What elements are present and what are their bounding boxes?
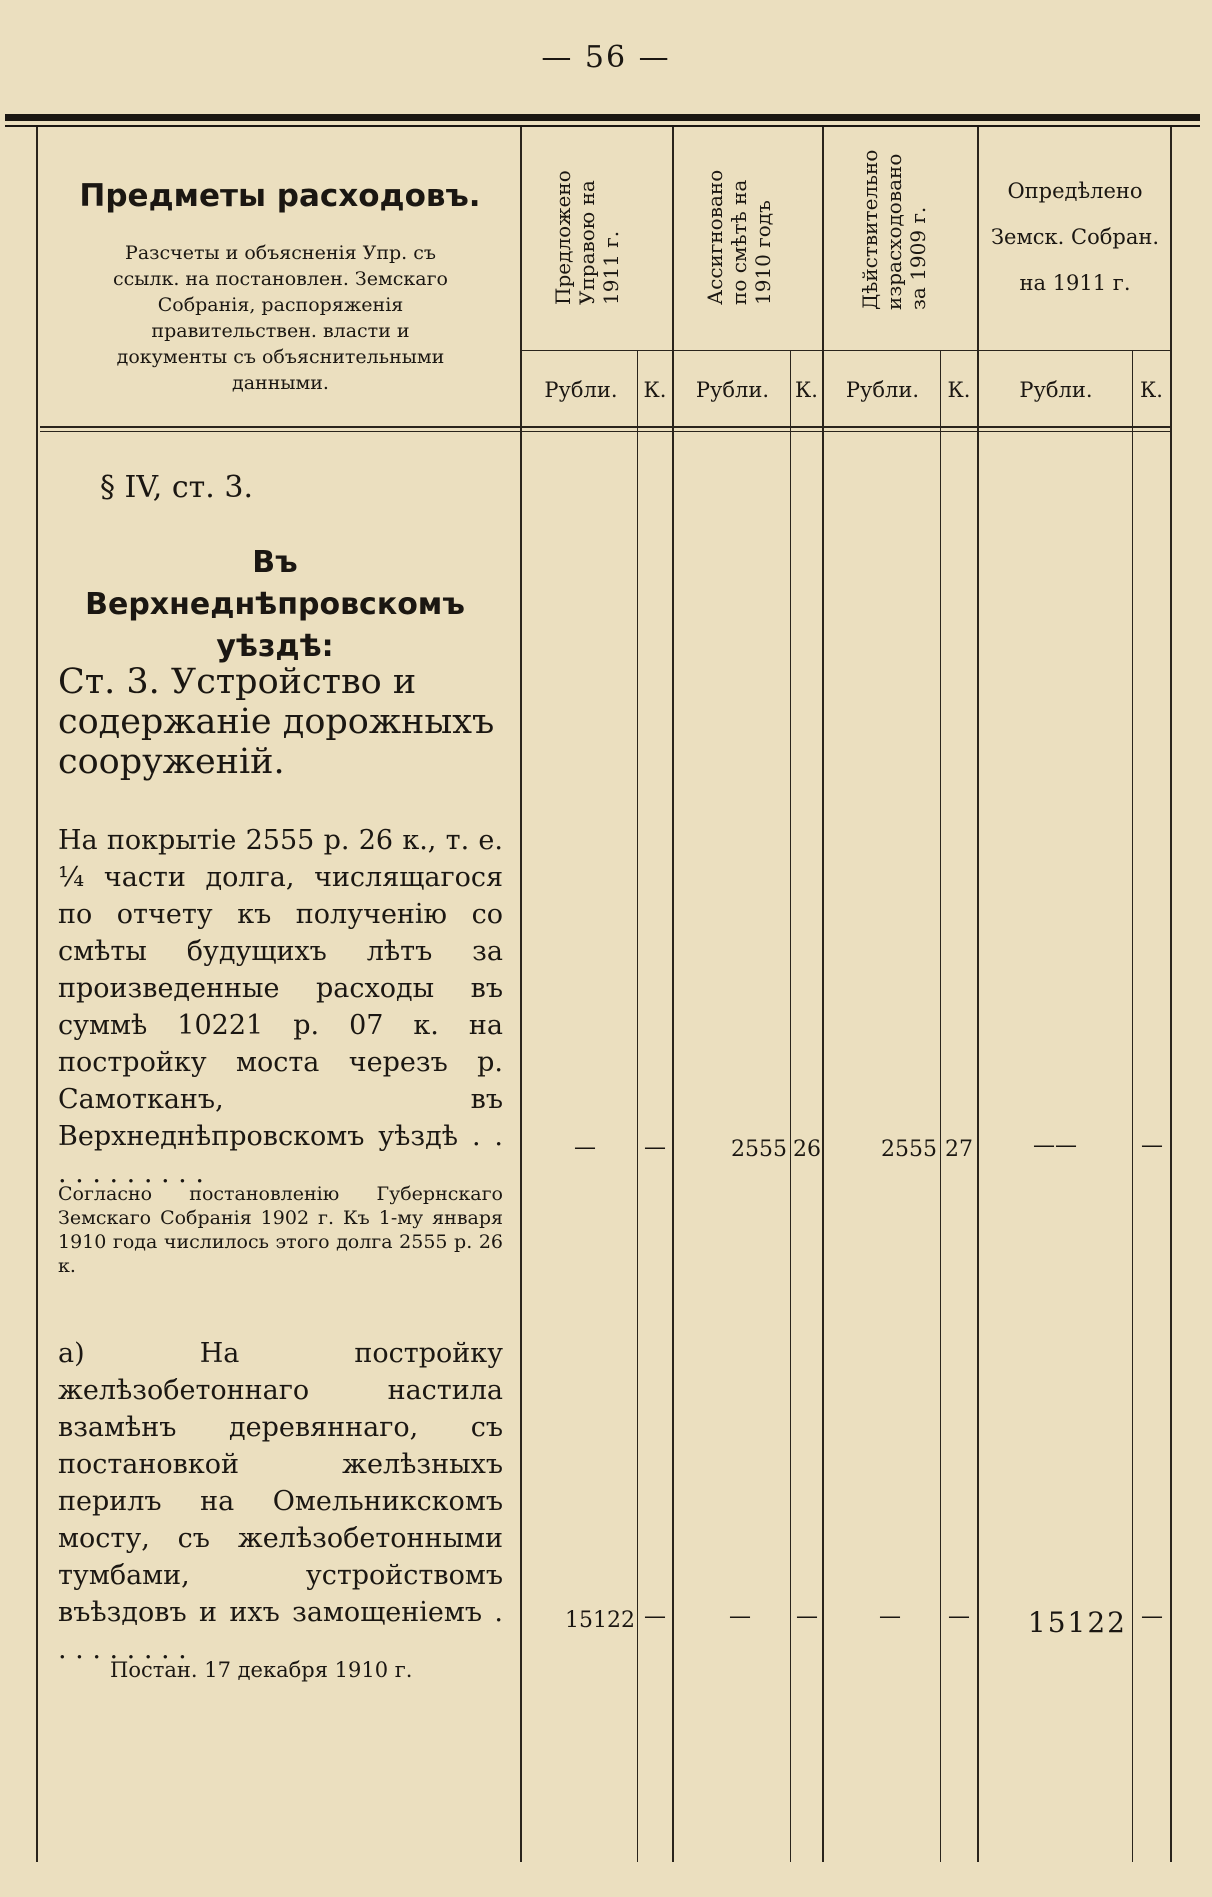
locality-heading: Въ Верхнеднѣпровскомъ уѣздѣ: — [85, 545, 465, 664]
item2-text: а) На постройку желѣзобетоннаго настила взамѣнъ деревяннаго, съ постановкой желѣзныхъ перилъ на Омельникскомъ мосту, съ желѣзобетонными тумбами, устройствомъ въѣздовъ и ихъ замощеніемъ . . . . . . . . . — [58, 1338, 503, 1665]
item2-spent-rub: — — [879, 1604, 901, 1629]
col-assigned-header: Ассигновано по смѣтѣ на 1910 годъ — [703, 169, 775, 305]
item1-proposed-kop: — — [644, 1135, 666, 1160]
item2-decided-kop: — — [1141, 1604, 1163, 1629]
item1-decided-rub: —— — [1033, 1133, 1077, 1158]
item1-spent-kop: 27 — [945, 1137, 973, 1162]
unit-rubles: Рубли. — [695, 378, 770, 402]
item1-note: Согласно постановленію Губернскаго Земскаго Собранія 1902 г. Къ 1-му января 1910 года числилось этого долга 2555 р. 26 к. — [58, 1183, 503, 1277]
header-bottom-rule — [40, 431, 1170, 432]
item1-spent-rub: 2555 — [881, 1137, 937, 1162]
table-border-left — [36, 127, 38, 1862]
unit-kopecks: К. — [795, 378, 818, 402]
page-number: — 56 — — [541, 40, 671, 75]
item1-assigned-kop-cell: 26 — [793, 1137, 821, 1162]
item1-decided-kop: — — [1141, 1133, 1163, 1158]
item2-assigned-kop: — — [796, 1604, 818, 1629]
top-rule — [5, 114, 1200, 121]
kop-divider — [940, 350, 941, 1862]
unit-rubles: Рубли. — [1019, 378, 1093, 402]
table-border-right — [1170, 127, 1172, 1862]
col-divider — [520, 127, 522, 1862]
header-subtitle: Разсчеты и объясненія Упр. съ ссылк. на постановлен. Земскаго Собранія, распоряженія правительствен. власти и документы съ объяснительными данными. — [113, 242, 448, 394]
unit-rubles: Рубли. — [845, 378, 920, 402]
col-divider — [672, 127, 674, 1862]
col-divider — [977, 127, 979, 1862]
unit-kopecks: К. — [947, 378, 971, 402]
unit-kopecks: К. — [643, 378, 667, 402]
header-title: Предметы расходовъ. — [79, 178, 481, 214]
kop-divider — [637, 350, 638, 1862]
item2-note: Постан. 17 декабря 1910 г. — [110, 1658, 413, 1682]
unit-rubles: Рубли. — [544, 378, 618, 402]
item1-proposed-rub: — — [574, 1135, 596, 1160]
item2-assigned-rub: — — [729, 1604, 751, 1629]
header-subrule — [520, 350, 1170, 351]
col-divider — [822, 127, 824, 1862]
kop-divider — [790, 350, 791, 1862]
header-bottom-rule — [40, 426, 1170, 428]
item2-spent-kop: — — [948, 1604, 970, 1629]
unit-kopecks: К. — [1140, 378, 1163, 402]
item2-proposed-kop: — — [644, 1604, 666, 1629]
section-heading: § IV, ст. 3. — [100, 470, 253, 505]
item1-assigned-rub: 2555 — [731, 1137, 787, 1162]
col-proposed-header: Предложено Управою на 1911 г. — [551, 170, 623, 305]
kop-divider — [1132, 350, 1133, 1862]
item2-proposed-rub: 15122 — [565, 1608, 635, 1633]
item1-text: На покрытіе 2555 р. 26 к., т. е. ¼ части долга, числящагося по отчету къ полученію со смѣты будущихъ лѣтъ за произведенные расходы въ суммѣ 10221 р. 07 к. на постройку моста черезъ р. Самотканъ, въ Верхнеднѣпровскомъ уѣздѣ . . . . . . . . . . . — [58, 825, 503, 1189]
col-spent-header: Дѣйствительно израсходовано за 1909 г. — [858, 149, 930, 310]
top-rule-thin — [5, 125, 1200, 127]
item2-decided-rub: 15122 — [1027, 1606, 1127, 1639]
col-decided-header: Опредѣлено Земск. Собран. на 1911 г. — [990, 179, 1160, 295]
article-heading: Ст. 3. Устройство и содержаніе дорожныхъ сооруженій. — [58, 662, 495, 782]
